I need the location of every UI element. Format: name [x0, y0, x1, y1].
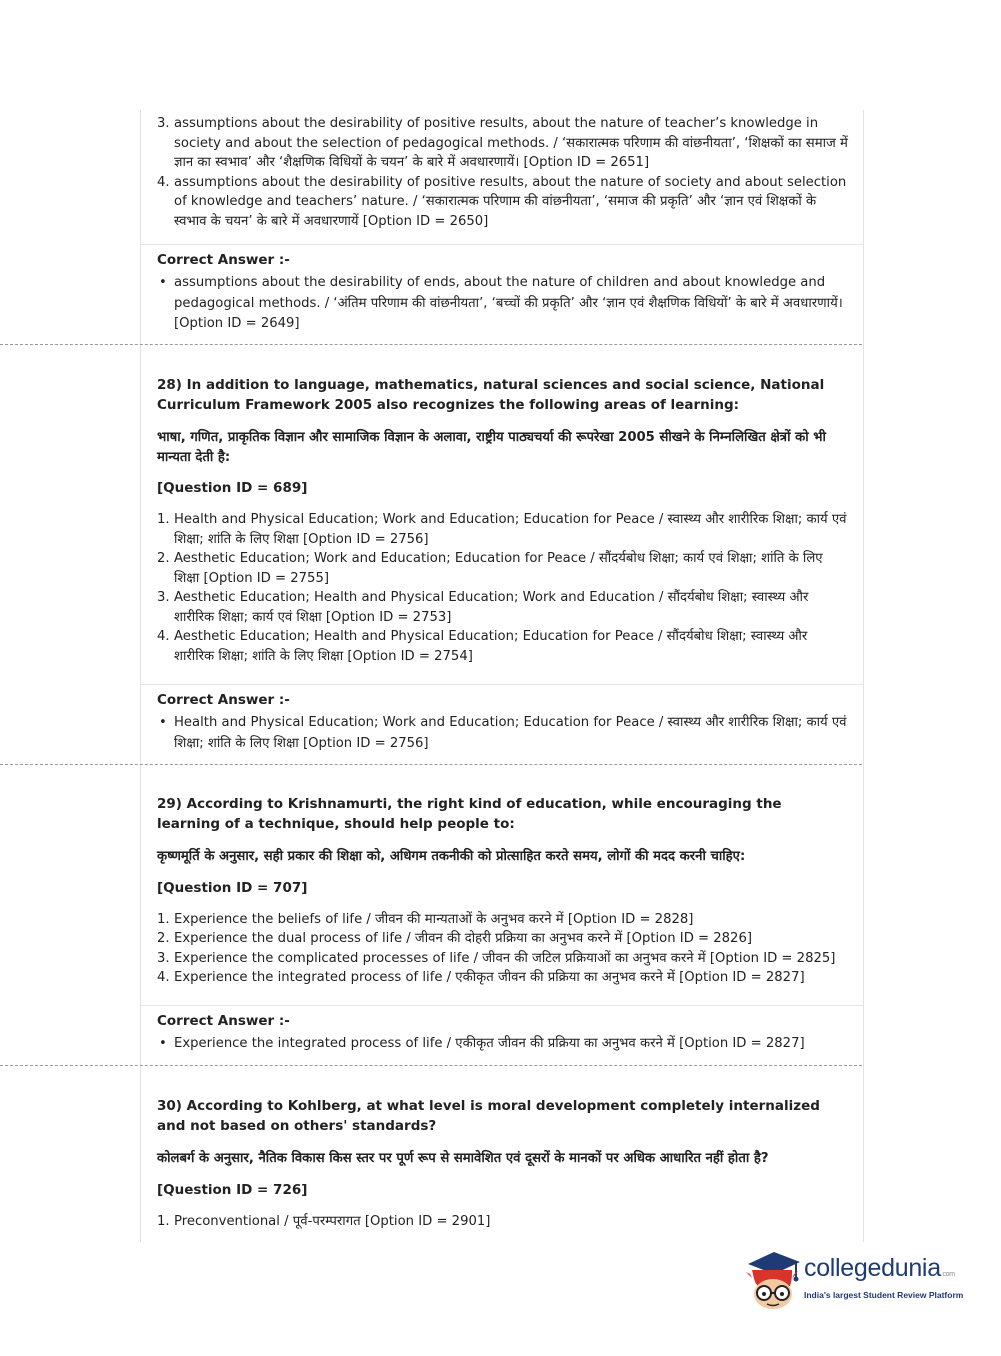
question-text: 29) According to Krishnamurti, the right kind of education, while encouraging the learning of a technique, should help people to: — [157, 796, 782, 832]
logo-tagline: India's largest Student Review Platform — [804, 1290, 964, 1300]
correct-answer-title: Correct Answer :- — [157, 1013, 290, 1029]
section-divider — [141, 244, 863, 245]
q29-correct-answer — [157, 1013, 849, 1055]
option-list — [157, 510, 849, 666]
option-item: 1. Experience the beliefs of life / जीवन की मान्यताओं के अनुभव करने में [Option ID = 2828] — [157, 911, 694, 927]
option-item: 4. Aesthetic Education; Health and Physical Education; Education for Peace / सौंदर्यबोध शिक्षा; स्वास्थ्य और शारीरिक शिक्षा; शांति के लिए शिक्षा [Option ID = 2754] — [157, 629, 808, 664]
question-text: 30) According to Kohlberg, at what level is moral development completely internalized and not based on others' standards? — [157, 1098, 820, 1134]
option-item: 2. Aesthetic Education; Work and Education; Education for Peace / सौंदर्यबोध शिक्षा; कार्य एवं शिक्षा; शांति के लिए शिक्षा [Option ID = 2755] — [157, 551, 823, 586]
option-item: 3. Aesthetic Education; Health and Physical Education; Work and Education / सौंदर्यबोध शिक्षा; स्वास्थ्य और शारीरिक शिक्षा; कार्य एवं शिक्षा [Option ID = 2753] — [157, 590, 809, 625]
option-item: 2. Experience the dual process of life / जीवन की दोहरी प्रक्रिया का अनुभव करने में [Option ID = 2826] — [157, 931, 752, 946]
q28-correct-answer — [157, 692, 849, 754]
section-divider — [141, 684, 863, 685]
question-29 — [157, 795, 849, 988]
correct-answer-text: • assumptions about the desirability of ends, about the nature of children and about knowledge and pedagogical methods. / ‘अंतिम परिणाम की वांछनीयता’, ‘बच्चों की प्रकृति’ और ‘ज्ञान एवं शैक्षणिक विधियों’ के बारे में अवधारणायें। [Option ID = 2649] — [159, 275, 843, 331]
question-id: [Question ID = 707] — [157, 879, 308, 896]
question-text-hindi: कृष्णमूर्ति के अनुसार, सही प्रकार की शिक्षा को, अधिगम तकनीकी को प्रोत्साहित करते समय, लोगों की मदद करनी चाहिए: — [157, 849, 746, 864]
prev-question-options — [157, 114, 849, 231]
mascot-icon — [742, 1248, 802, 1312]
correct-answer-text: • Experience the integrated process of life / एकीकृत जीवन की प्रक्रिया का अनुभव करने में [Option ID = 2827] — [159, 1036, 805, 1051]
question-text: 28) In addition to language, mathematics, natural sciences and social science, National Curriculum Framework 2005 also recognizes the following areas of learning: — [157, 377, 825, 413]
question-panel — [140, 110, 864, 1242]
prev-correct-answer — [157, 252, 849, 335]
correct-answer-title: Correct Answer :- — [157, 252, 290, 268]
option-item: 1. Health and Physical Education; Work and Education; Education for Peace / स्वास्थ्य और शारीरिक शिक्षा; कार्य एवं शिक्षा; शांति के लिए शिक्षा [Option ID = 2756] — [157, 512, 847, 547]
question-text-hindi: कोलबर्ग के अनुसार, नैतिक विकास किस स्तर पर पूर्ण रूप से समावेशित एवं दूसरों के मानकों पर अधिक आधारित नहीं होता है? — [157, 1151, 769, 1166]
option-list — [157, 910, 849, 988]
section-divider — [141, 1005, 863, 1006]
option-item: 3. assumptions about the desirability of positive results, about the nature of teacher’s knowledge in society and about the selection of pedagogical methods. / ‘सकारात्मक परिणाम की वांछनीयता’, ‘शिक्षकों का समाज में ज्ञान का स्वभाव’ और ‘शैक्षणिक विधियों के चयन’ के बारे में अवधारणायें। [Option ID = 2651] — [157, 116, 848, 170]
question-separator — [0, 1065, 862, 1066]
question-separator — [0, 344, 862, 345]
logo-wordmark: collegedunia.com — [804, 1254, 955, 1282]
question-28 — [157, 376, 849, 666]
question-id: [Question ID = 726] — [157, 1181, 308, 1198]
option-item: 1. Preconventional / पूर्व-परम्परागत [Option ID = 2901] — [157, 1213, 491, 1229]
question-id: [Question ID = 689] — [157, 480, 308, 496]
option-item: 4. Experience the integrated process of life / एकीकृत जीवन की प्रक्रिया का अनुभव करने में [Option ID = 2827] — [157, 970, 805, 985]
question-separator — [0, 764, 862, 765]
question-30 — [157, 1097, 849, 1231]
correct-answer-text: • Health and Physical Education; Work and Education; Education for Peace / स्वास्थ्य और शारीरिक शिक्षा; कार्य एवं शिक्षा; शांति के लिए शिक्षा [Option ID = 2756] — [159, 715, 847, 751]
option-item: 3. Experience the complicated processes of life / जीवन की जटिल प्रक्रियाओं का अनुभव करने में [Option ID = 2825] — [157, 950, 836, 966]
correct-answer-title: Correct Answer :- — [157, 692, 290, 708]
option-item: 4. assumptions about the desirability of positive results, about the nature of society and about selection of knowledge and teachers’ nature. / ‘सकारात्मक परिणाम की वांछनीयता’, ‘समाज की प्रकृति’ और ‘ज्ञान एवं शिक्षकों के स्वभाव के चयन’ के बारे में अवधारणायें [Option ID = 2650] — [157, 174, 847, 229]
question-text-hindi: भाषा, गणित, प्राकृतिक विज्ञान और सामाजिक विज्ञान के अलावा, राष्ट्रीय पाठ्यचर्या की रूपरेखा 2005 सीखने के निम्नलिखित क्षेत्रों को भी मान्यता देती है: — [157, 430, 826, 465]
option-list — [157, 1212, 849, 1232]
collegedunia-logo — [742, 1248, 972, 1318]
